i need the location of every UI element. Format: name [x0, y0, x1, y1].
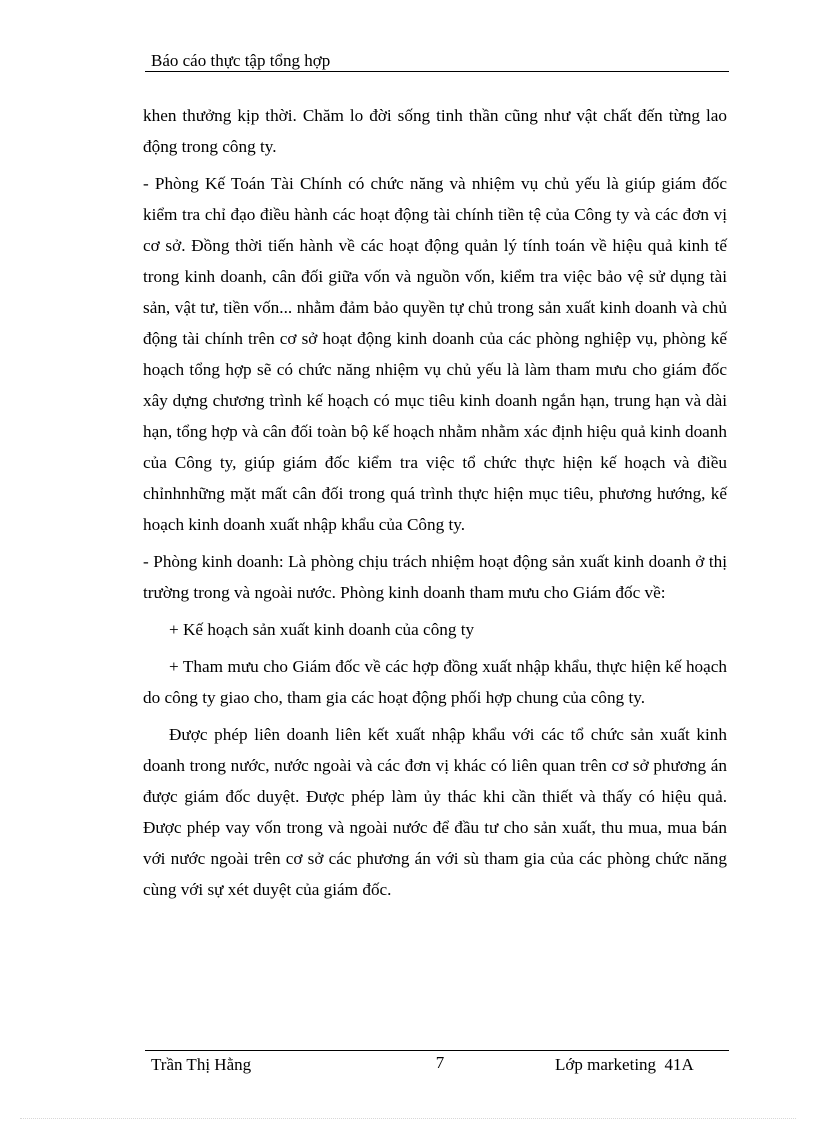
header-rule: [145, 71, 729, 72]
paragraph-accounting-dept: - Phòng Kế Toán Tài Chính có chức năng và nhiệm vụ chủ yếu là giúp giám đốc kiểm tra chỉ đạo điều hành các hoạt động tài chính tiền tệ của Công ty và các đơn vị cơ sở. Đồng thời tiến hành về các hoạt động quản lý tính toán về hiệu quả kinh tế trong kinh doanh, cân đối giữa vốn và nguồn vốn, kiểm tra việc bảo vệ sử dụng tài sản, vật tư, tiền vốn... nhằm đảm bảo quyền tự chủ trong sản xuất kinh doanh và chủ động tài chính trên cơ sở hoạt động kinh doanh của các phòng nghiệp vụ, phòng kế hoạch tổng hợp sẽ có chức năng nhiệm vụ chủ yếu là làm tham mưu cho giám đốc xây dựng chương trình kế hoạch có mục tiêu kinh doanh ngắn hạn, trung hạn và dài hạn, tổng hợp và cân đối toàn bộ kế hoạch nhằm nhằm xác định hiệu quả kinh doanh của Công ty, giúp giám đốc kiểm tra việc tổ chức thực hiện kế hoạch và điều chỉnhnhững mặt mất cân đối trong quá trình thực hiện mục tiêu, phương hướng, kế hoạch kinh doanh xuất nhập khẩu của Công ty.: [143, 174, 727, 534]
page-number: 7: [435, 1053, 445, 1072]
footer-class-label: Lớp marketing 41A: [555, 1055, 694, 1074]
paragraph-advisory-item: + Tham mưu cho Giám đốc về các hợp đồng xuất nhập khẩu, thực hiện kế hoạch do công ty giao cho, tham gia các hoạt động phối hợp chung của công ty.: [143, 657, 727, 707]
paragraph-permissions: Được phép liên doanh liên kết xuất nhập khẩu với các tổ chức sản xuất kinh doanh trong nước, nước ngoài và các đơn vị khác có liên quan trên cơ sở phương án được giám đốc duyệt. Được phép làm ủy thác khi cần thiết và thấy có hiệu quả. Được phép vay vốn trong và ngoài nước để đầu tư cho sản xuất, thu mua, mua bán với nước ngoài trên cơ sở các phương án với sù tham gia của các phòng chức năng cùng với sự xét duyệt của giám đốc.: [143, 725, 727, 899]
paragraph-continuation: khen thưởng kịp thời. Chăm lo đời sống tinh thần cũng như vật chất đến từng lao động trong công ty.: [143, 106, 727, 156]
page-bottom-border: [20, 1118, 796, 1119]
paragraph-plan-item: + Kế hoạch sản xuất kinh doanh của công ty: [169, 620, 475, 639]
footer-rule: [145, 1050, 729, 1051]
running-header: Báo cáo thực tập tổng hợp: [151, 51, 331, 70]
paragraph-business-dept: - Phòng kinh doanh: Là phòng chịu trách nhiệm hoạt động sản xuất kinh doanh ở thị trường trong và ngoài nước. Phòng kinh doanh tham mưu cho Giám đốc về:: [143, 552, 727, 602]
document-body: [143, 100, 727, 911]
footer-author: Trần Thị Hằng: [151, 1055, 252, 1074]
